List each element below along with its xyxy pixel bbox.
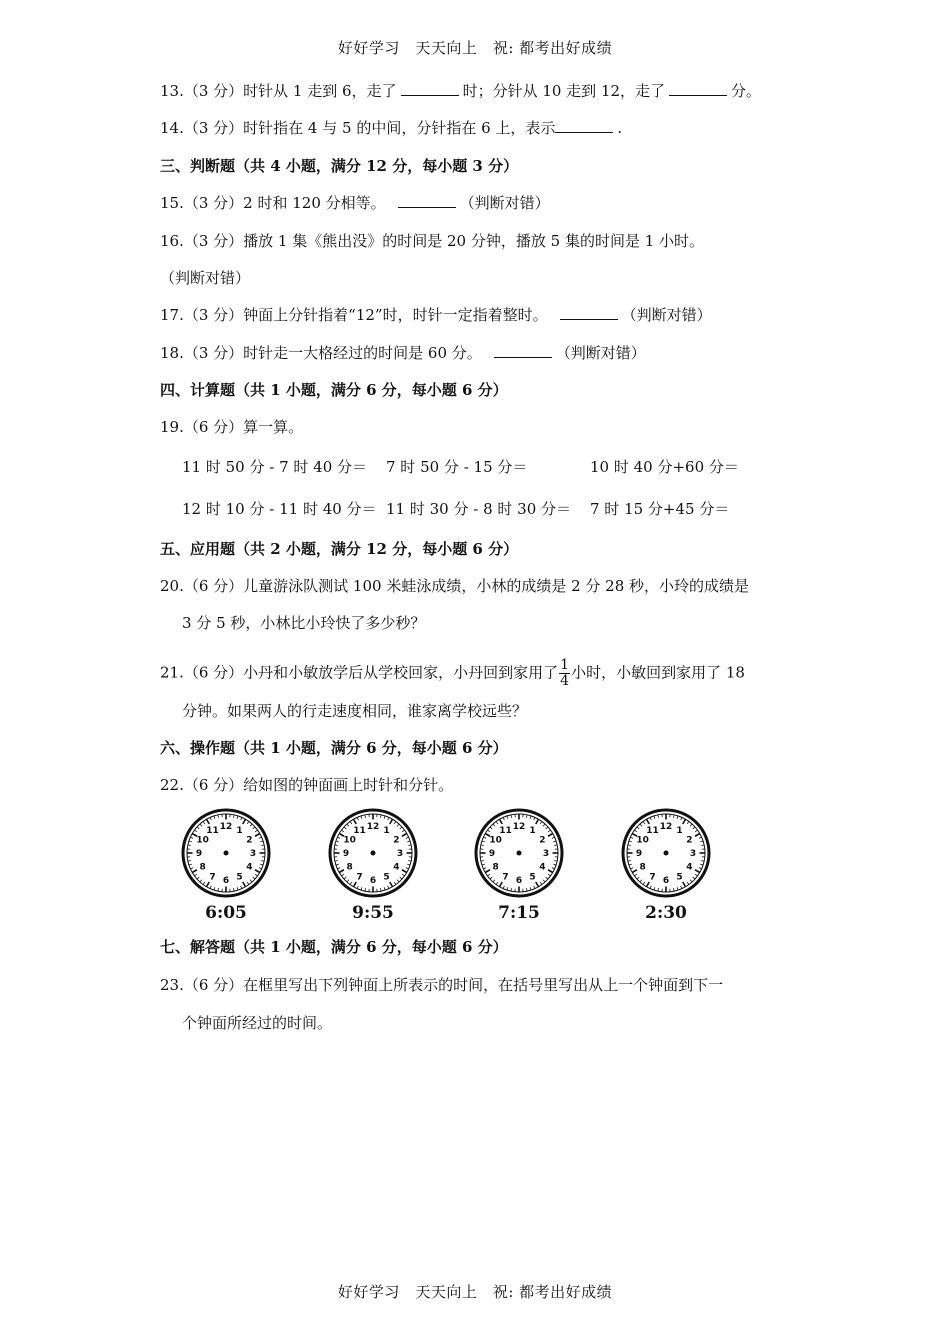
fraction-numerator: 1 [560,657,570,673]
clock-3[interactable] [474,808,564,923]
clock-number: 7 [649,872,656,883]
clock-number: 11 [499,825,512,836]
q17-text: 17.（3 分）钟面上分针指着“12”时，时针一定指着整时。 [160,306,548,324]
clock-number: 2 [686,835,693,846]
clock-2[interactable] [328,808,418,923]
section-6-heading: 六、操作题（共 1 小题，满分 6 分，每小题 6 分） [160,739,508,757]
q15-text: 15.（3 分）2 时和 120 分相等。 [160,194,386,212]
calc-item: 11 时 50 分 - 7 时 40 分＝ [182,458,368,476]
clock-center-dot [517,851,522,856]
clock-number: 12 [659,822,673,833]
clock-number: 7 [356,872,363,883]
clock-number: 3 [542,849,550,860]
clock-number: 10 [196,835,209,846]
clock-number: 1 [676,825,683,836]
clock-time-label: 9:55 [352,903,394,923]
fraction-denominator: 4 [560,673,570,689]
clock-number: 1 [529,825,536,836]
question-23-line-1: 23.（6 分）在框里写出下列钟面上所表示的时间，在括号里写出从上一个钟面到下一 [160,976,724,994]
clock-number: 3 [396,849,404,860]
clock-number: 5 [676,872,683,883]
fraction-one-quarter [559,658,570,689]
clock-number: 4 [539,862,546,873]
q18-judge: （判断对错） [555,344,646,362]
calc-item: 12 时 10 分 - 11 时 40 分＝ [182,500,377,518]
clock-number: 11 [353,825,366,836]
clock-number: 4 [246,862,253,873]
q14-text-b: . [617,119,623,137]
clock-number: 4 [686,862,693,873]
clock-number: 1 [236,825,243,836]
clock-number: 11 [206,825,219,836]
clock-4[interactable] [621,808,711,923]
clock-number: 5 [236,872,243,883]
question-16-line-2: （判断对错） [160,269,251,287]
q13-text-a: 13.（3 分）时针从 1 走到 6，走了 [160,82,397,100]
clock-center-dot [371,851,376,856]
q15-blank[interactable] [398,193,456,208]
clock-number: 2 [539,835,546,846]
clock-number: 4 [393,862,400,873]
clock-time-label: 7:15 [498,903,540,923]
q14-text-a: 14.（3 分）时针指在 4 与 5 的中间，分针指在 6 上，表示 [160,119,556,137]
q13-text-b: 时；分针从 10 走到 12，走了 [462,82,666,100]
clock-number: 9 [488,849,496,860]
q17-blank[interactable] [560,305,618,320]
calc-item: 7 时 15 分+45 分＝ [590,500,730,518]
q13-text-c: 分。 [731,82,762,100]
calc-item: 10 时 40 分+60 分＝ [590,458,739,476]
question-23-line-2: 个钟面所经过的时间。 [182,1014,333,1032]
section-7-heading: 七、解答题（共 1 小题，满分 6 分，每小题 6 分） [160,938,508,956]
question-13 [160,80,761,102]
q18-text: 18.（3 分）时针走一大格经过的时间是 60 分。 [160,344,482,362]
clock-number: 8 [346,862,353,873]
clock-time-label: 6:05 [205,903,247,923]
clock-number: 8 [492,862,499,873]
clock-1[interactable] [181,808,271,923]
clock-number: 8 [199,862,206,873]
section-4-heading: 四、计算题（共 1 小题，满分 6 分，每小题 6 分） [160,381,508,399]
clock-number: 7 [502,872,509,883]
clock-center-dot [224,851,229,856]
section-3-heading: 三、判断题（共 4 小题，满分 12 分，每小题 3 分） [160,157,519,175]
question-21-line-1 [160,658,745,689]
q21-text-b: 小时，小敏回到家用了 18 [571,663,745,682]
q18-blank[interactable] [494,343,552,358]
clock-number: 12 [366,822,380,833]
clock-number: 11 [646,825,659,836]
calc-item: 7 时 50 分 - 15 分＝ [386,458,528,476]
clock-center-dot [664,851,669,856]
clock-face-icon [328,808,418,898]
q13-blank-1[interactable] [401,81,459,96]
clock-number: 3 [249,849,257,860]
clock-number: 5 [383,872,390,883]
question-14 [160,117,622,139]
clock-number: 7 [209,872,216,883]
question-18 [160,342,646,364]
q21-text-a: 21.（6 分）小丹和小敏放学后从学校回家，小丹回到家用了 [160,663,559,682]
clock-number: 10 [489,835,502,846]
clock-number: 12 [512,822,526,833]
clock-number: 3 [689,849,697,860]
question-22-title: 22.（6 分）给如图的钟面画上时针和分针。 [160,776,454,794]
clock-time-label: 2:30 [645,903,687,923]
clock-number: 2 [393,835,400,846]
question-15 [160,192,550,214]
clock-number: 9 [342,849,350,860]
q13-blank-2[interactable] [669,81,727,96]
q14-blank[interactable] [555,118,613,133]
clock-face-icon [621,808,711,898]
q17-judge: （判断对错） [621,306,712,324]
question-20-line-2: 3 分 5 秒，小林比小玲快了多少秒？ [182,614,426,632]
clock-number: 5 [529,872,536,883]
clock-face-icon [474,808,564,898]
clock-number: 6 [369,876,377,887]
clock-number: 8 [639,862,646,873]
clock-number: 9 [195,849,203,860]
section-5-heading: 五、应用题（共 2 小题，满分 12 分，每小题 6 分） [160,540,519,558]
question-21-line-2: 分钟。如果两人的行走速度相同，谁家离学校远些？ [182,702,528,720]
clock-number: 9 [635,849,643,860]
q15-judge: （判断对错） [459,194,550,212]
clock-number: 6 [515,876,523,887]
clock-number: 1 [383,825,390,836]
clock-number: 12 [219,822,233,833]
clock-number: 10 [636,835,649,846]
clock-number: 10 [343,835,356,846]
clock-face-icon [181,808,271,898]
calc-item: 11 时 30 分 - 8 时 30 分＝ [386,500,572,518]
clock-number: 6 [662,876,670,887]
question-16-line-1: 16.（3 分）播放 1 集《熊出没》的时间是 20 分钟，播放 5 集的时间是 1 小时。 [160,232,705,250]
question-20-line-1: 20.（6 分）儿童游泳队测试 100 米蛙泳成绩，小林的成绩是 2 分 28 秒，小玲的成绩是 [160,577,750,595]
question-17 [160,304,712,326]
page-footer: 好好学习 天天向上 祝: 都考出好成绩 [337,1283,613,1301]
page-header: 好好学习 天天向上 祝: 都考出好成绩 [337,39,613,57]
clock-number: 2 [246,835,253,846]
clock-number: 6 [222,876,230,887]
question-19-title: 19.（6 分）算一算。 [160,418,304,436]
